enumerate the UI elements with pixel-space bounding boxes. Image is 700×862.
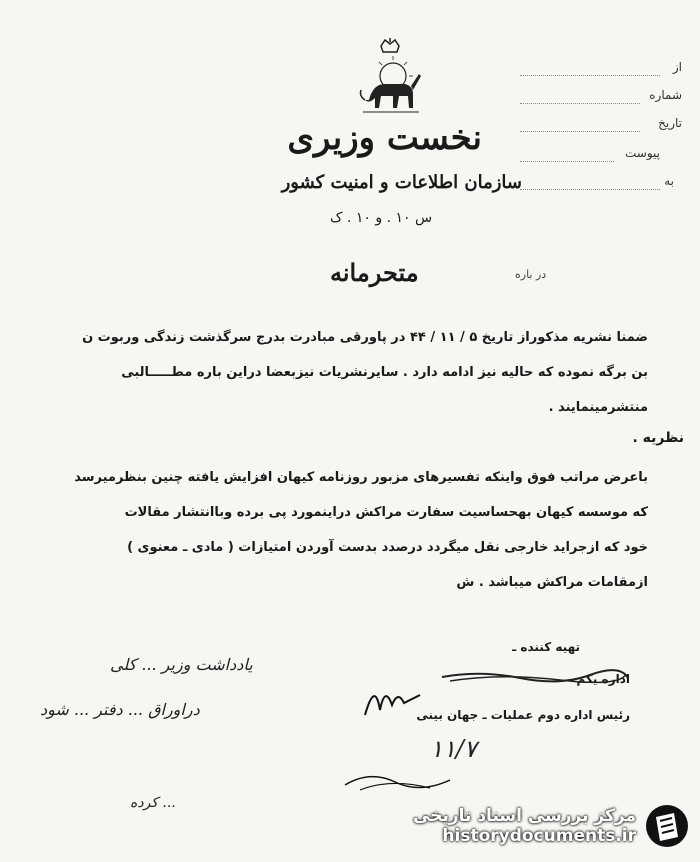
archive-logo-icon bbox=[644, 803, 690, 849]
handwritten-note-3: ... کرده bbox=[130, 795, 176, 811]
chief-line: رئیس اداره دوم عملیات ـ جهان بینی bbox=[416, 708, 630, 722]
body-line-5: که موسسه کیهان بهحساسیت سفارت مراکش دراینمورد پی برده وباانتشار مقالات bbox=[124, 505, 648, 520]
to-label: به bbox=[664, 174, 674, 188]
handwritten-date: ۱۱/۷ bbox=[430, 735, 477, 763]
lion-and-sun-emblem-icon bbox=[355, 38, 425, 118]
subject-value: متحرمانه bbox=[330, 258, 419, 287]
watermark bbox=[390, 798, 690, 854]
handwritten-note-1: یادداشت وزیر ... کلی bbox=[110, 655, 253, 674]
attachment-line bbox=[520, 161, 614, 162]
body-line-7: ازمقامات مراکش میباشد . ش bbox=[456, 575, 648, 590]
body-line-3: منتشرمینمایند . bbox=[548, 400, 648, 415]
preparer-line: اداره یکم bbox=[576, 672, 630, 686]
attachment-label: پیوست bbox=[625, 146, 660, 160]
date-line bbox=[520, 131, 640, 132]
watermark-title: مرکز بررسی اسناد تاریخی bbox=[413, 806, 636, 826]
handwritten-note-2: دراوراق ... دفتر ... شود bbox=[40, 700, 200, 719]
subject-label: در باره bbox=[515, 268, 547, 281]
reference-number: س ۱۰ . و ۱۰ . ک bbox=[330, 210, 433, 226]
to-line bbox=[520, 189, 660, 190]
body-line-4: باعرض مراتب فوق واینکه تفسیرهای مزبور روزنامه کیهان افزایش یافته چنین بنظرمیرسد bbox=[74, 470, 648, 485]
organization-title: نخست وزیری bbox=[287, 118, 482, 158]
body-line-1: ضمنا نشریه مذکوراز تاریخ ۵ / ۱۱ / ۴۴ در پاورقی مبادرت بدرج سرگذشت زندگی وربوت ن bbox=[82, 330, 648, 345]
from-line bbox=[520, 75, 660, 76]
date-label: تاریخ bbox=[658, 116, 682, 130]
body-line-2: بن برگه نموده که حالیه نیز ادامه دارد . سایرنشریات نیزبعضا دراین باره مطـــــالبی bbox=[121, 365, 648, 380]
signature-bottom bbox=[340, 760, 460, 800]
number-label: شماره bbox=[649, 88, 682, 102]
strikethrough-scribble bbox=[440, 668, 630, 686]
preparer-label: تهیه کننده ـ bbox=[512, 640, 580, 654]
number-line bbox=[520, 103, 640, 104]
opinion-heading: نظریه . bbox=[632, 430, 684, 446]
signature-mark bbox=[360, 675, 430, 725]
watermark-url: historydocuments.ir bbox=[442, 826, 636, 846]
from-label: از bbox=[672, 60, 682, 74]
body-line-6: خود که ازجراید خارجی نقل میگردد درصدد بدست آوردن امتیازات ( مادی ـ معنوی ) bbox=[127, 540, 648, 555]
organization-subtitle: سازمان اطلاعات و امنیت کشور bbox=[281, 172, 522, 193]
